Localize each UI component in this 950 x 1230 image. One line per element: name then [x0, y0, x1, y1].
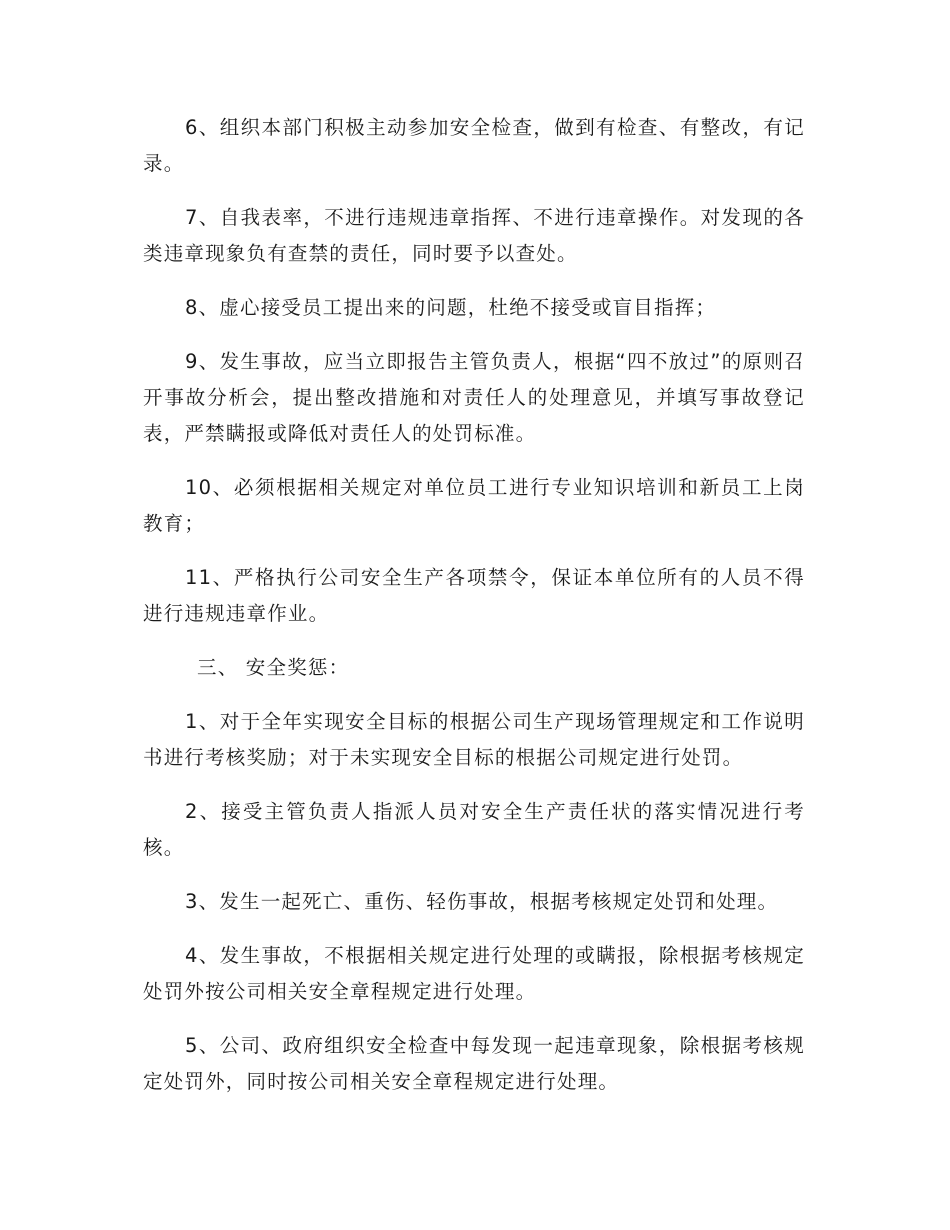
- paragraph-item-7: 7、自我表率，不进行违规违章指挥、不进行违章操作。对发现的各类违章现象负有查禁的责任，同时要予以查处。: [143, 206, 805, 265]
- reward-item-1: 1、对于全年实现安全目标的根据公司生产现场管理规定和工作说明书进行考核奖励；对于未实现安全目标的根据公司规定进行处罚。: [143, 710, 805, 769]
- reward-item-5: 5、公司、政府组织安全检查中每发现一起违章现象，除根据考核规定处罚外，同时按公司相关安全章程规定进行处理。: [143, 1034, 805, 1093]
- paragraph-item-8: 8、虚心接受员工提出来的问题，杜绝不接受或盲目指挥；: [185, 296, 717, 319]
- paragraph-item-9: 9、发生事故，应当立即报告主管负责人，根据“四不放过”的原则召开事故分析会，提出整改措施和对责任人的处理意见，并填写事故登记表，严禁瞒报或降低对责任人的处罚标准。: [143, 350, 805, 445]
- document-page: [143, 110, 805, 1100]
- paragraph-item-11: 11、严格执行公司安全生产各项禁令，保证本单位所有的人员不得进行违规违章作业。: [143, 566, 805, 625]
- paragraph-item-10: 10、必须根据相关规定对单位员工进行专业知识培训和新员工上岗教育；: [143, 476, 805, 535]
- reward-item-2: 2、接受主管负责人指派人员对安全生产责任状的落实情况进行考核。: [143, 800, 805, 859]
- section-heading: 三、 安全奖惩：: [197, 656, 350, 679]
- paragraph-item-6: 6、组织本部门积极主动参加安全检查，做到有检查、有整改，有记录。: [143, 116, 805, 175]
- reward-item-4: 4、发生事故，不根据相关规定进行处理的或瞒报，除根据考核规定处罚外按公司相关安全章程规定进行处理。: [143, 944, 805, 1003]
- reward-item-3: 3、发生一起死亡、重伤、轻伤事故，根据考核规定处罚和处理。: [185, 890, 779, 913]
